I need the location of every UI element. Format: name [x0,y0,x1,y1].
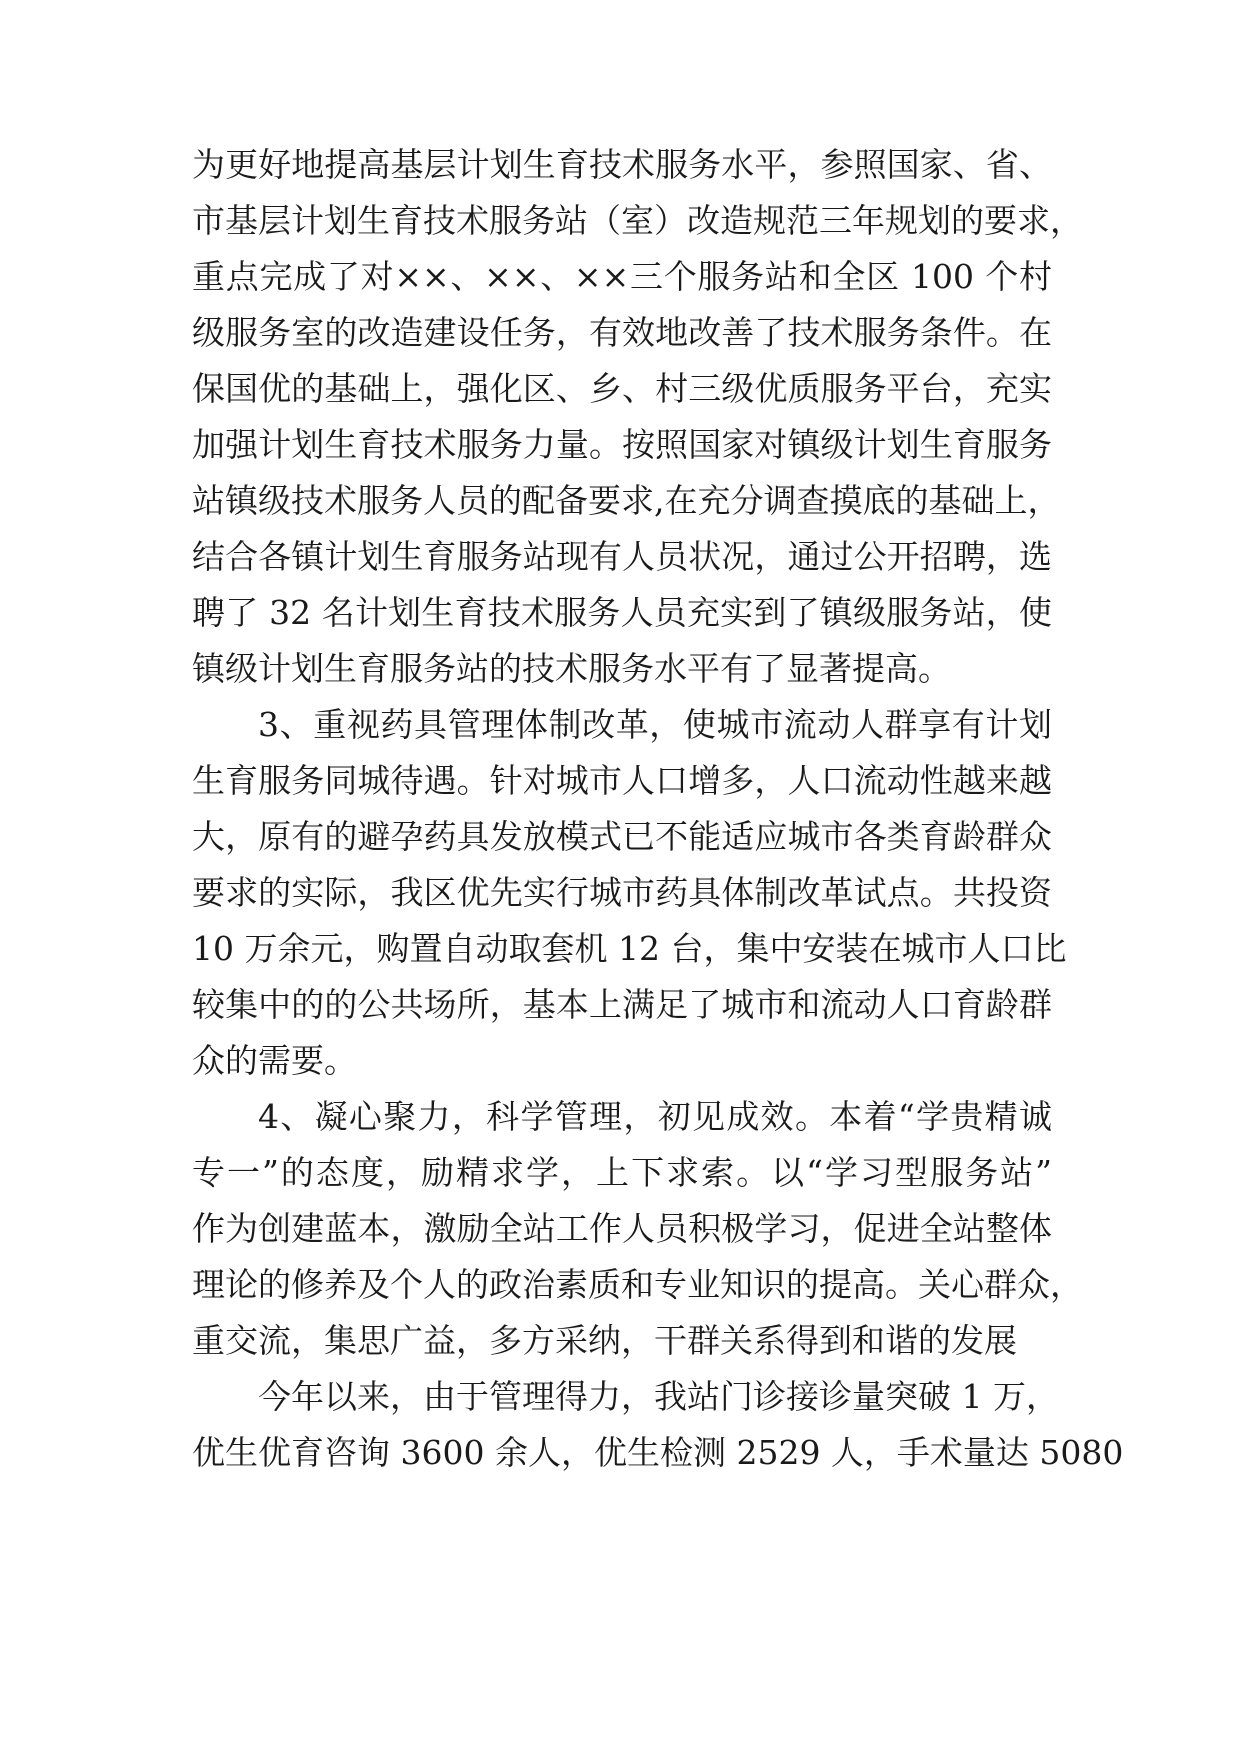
text-line-6: 加强计划生育技术服务力量。按照国家对镇级计划生育服务 [192,425,1052,464]
text-line-22: 重交流，集思广益，多方采纳，干群关系得到和谐的发展 [192,1321,1017,1360]
text-line-1: 为更好地提高基层计划生育技术服务水平，参照国家、省、 [192,145,1052,184]
text-line-24: 优生优育咨询 3600 余人，优生检测 2529 人，手术量达 5080 [192,1433,1124,1472]
text-line-5: 保国优的基础上，强化区、乡、村三级优质服务平台，充实 [192,369,1052,408]
text-line-18: 4、凝心聚力，科学管理，初见成效。本着“学贵精诚 [258,1097,1052,1136]
text-line-10: 镇级计划生育服务站的技术服务水平有了显著提高。 [192,649,951,688]
text-line-2: 市基层计划生育技术服务站（室）改造规范三年规划的要求， [192,201,1083,240]
text-line-11: 3、重视药具管理体制改革，使城市流动人群享有计划 [258,705,1052,744]
text-line-15: 10 万余元，购置自动取套机 12 台，集中安装在城市人口比 [192,929,1067,968]
text-line-16: 较集中的的公共场所，基本上满足了城市和流动人口育龄群 [192,985,1052,1024]
text-line-20: 作为创建蓝本，激励全站工作人员积极学习，促进全站整体 [192,1209,1052,1248]
text-line-12: 生育服务同城待遇。针对城市人口增多，人口流动性越来越 [192,761,1052,800]
text-line-9: 聘了 32 名计划生育技术服务人员充实到了镇级服务站，使 [192,593,1052,632]
text-line-14: 要求的实际，我区优先实行城市药具体制改革试点。共投资 [192,873,1052,912]
text-line-8: 结合各镇计划生育服务站现有人员状况，通过公开招聘，选 [192,537,1052,576]
text-line-17: 众的需要。 [192,1041,357,1080]
text-line-13: 大，原有的避孕药具发放模式已不能适应城市各类育龄群众 [192,817,1052,856]
text-line-19: 专一”的态度，励精求学，上下求索。以“学习型服务站” [192,1153,1052,1192]
text-line-4: 级服务室的改造建设任务，有效地改善了技术服务条件。在 [192,313,1052,352]
text-line-23: 今年以来，由于管理得力，我站门诊接诊量突破 1 万， [258,1377,1059,1416]
text-line-7: 站镇级技术服务人员的配备要求,在充分调查摸底的基础上， [192,481,1061,520]
text-line-3: 重点完成了对××、××、××三个服务站和全区 100 个村 [192,257,1052,296]
text-line-21: 理论的修养及个人的政治素质和专业知识的提高。关心群众， [192,1265,1083,1304]
